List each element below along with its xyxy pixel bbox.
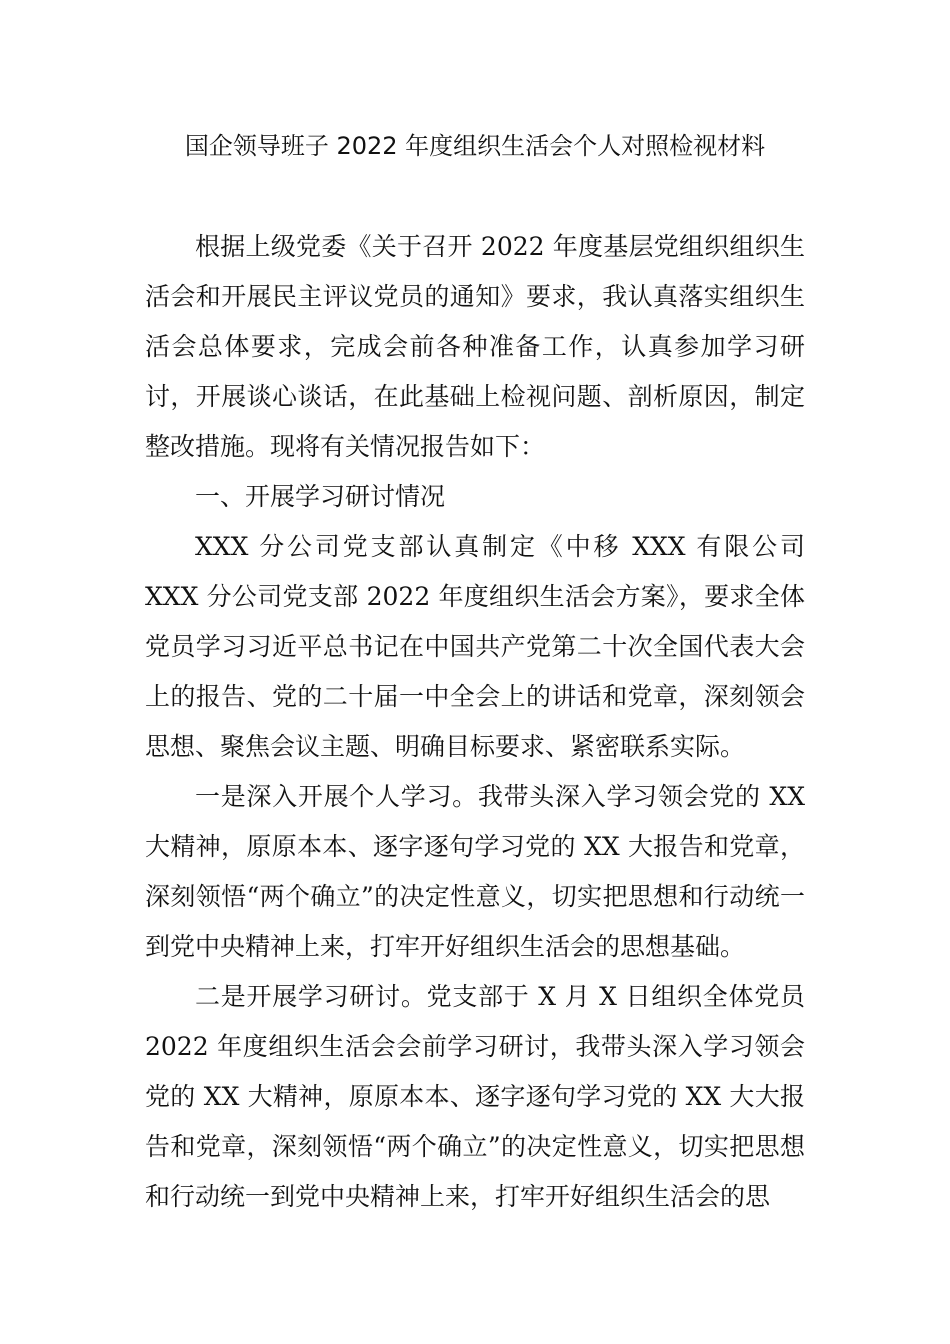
document-body [145, 222, 805, 1222]
intro-paragraph: 根据上级党委《关于召开 2022 年度基层党组织组织生活会和开展民主评议党员的通知》要求，我认真落实组织生活会总体要求，完成会前各种准备工作，认真参加学习研讨，开展谈心谈话，在此基础上检视问题、剖析原因，制定整改措施。现将有关情况报告如下： [145, 232, 805, 461]
individual-study-paragraph: 一是深入开展个人学习。我带头深入学习领会党的 XX 大精神，原原本本、逐字逐句学习党的 XX 大报告和党章，深刻领悟“两个确立”的决定性意义，切实把思想和行动统一到党中央精神上来，打牢开好组织生活会的思想基础。 [145, 782, 805, 961]
group-study-paragraph: 二是开展学习研讨。党支部于 X 月 X 日组织全体党员 2022 年度组织生活会会前学习研讨，我带头深入学习领会党的 XX 大精神，原原本本、逐字逐句学习党的 XX 大大报告和党章，深刻领悟“两个确立”的决定性意义，切实把思想和行动统一到党中央精神上来，打牢开好组织生活会的思 [145, 982, 805, 1211]
section-heading-study: 一、开展学习研讨情况 [195, 482, 446, 511]
study-plan-paragraph: XXX 分公司党支部认真制定《中移 XXX 有限公司 XXX 分公司党支部 2022 年度组织生活会方案》，要求全体党员学习习近平总书记在中国共产党第二十次全国代表大会上的报告、党的二十届一中全会上的讲话和党章，深刻领会思想、聚焦会议主题、明确目标要求、紧密联系实际。 [145, 532, 805, 761]
document-title: 国企领导班子 2022 年度组织生活会个人对照检视材料 [184, 132, 766, 160]
